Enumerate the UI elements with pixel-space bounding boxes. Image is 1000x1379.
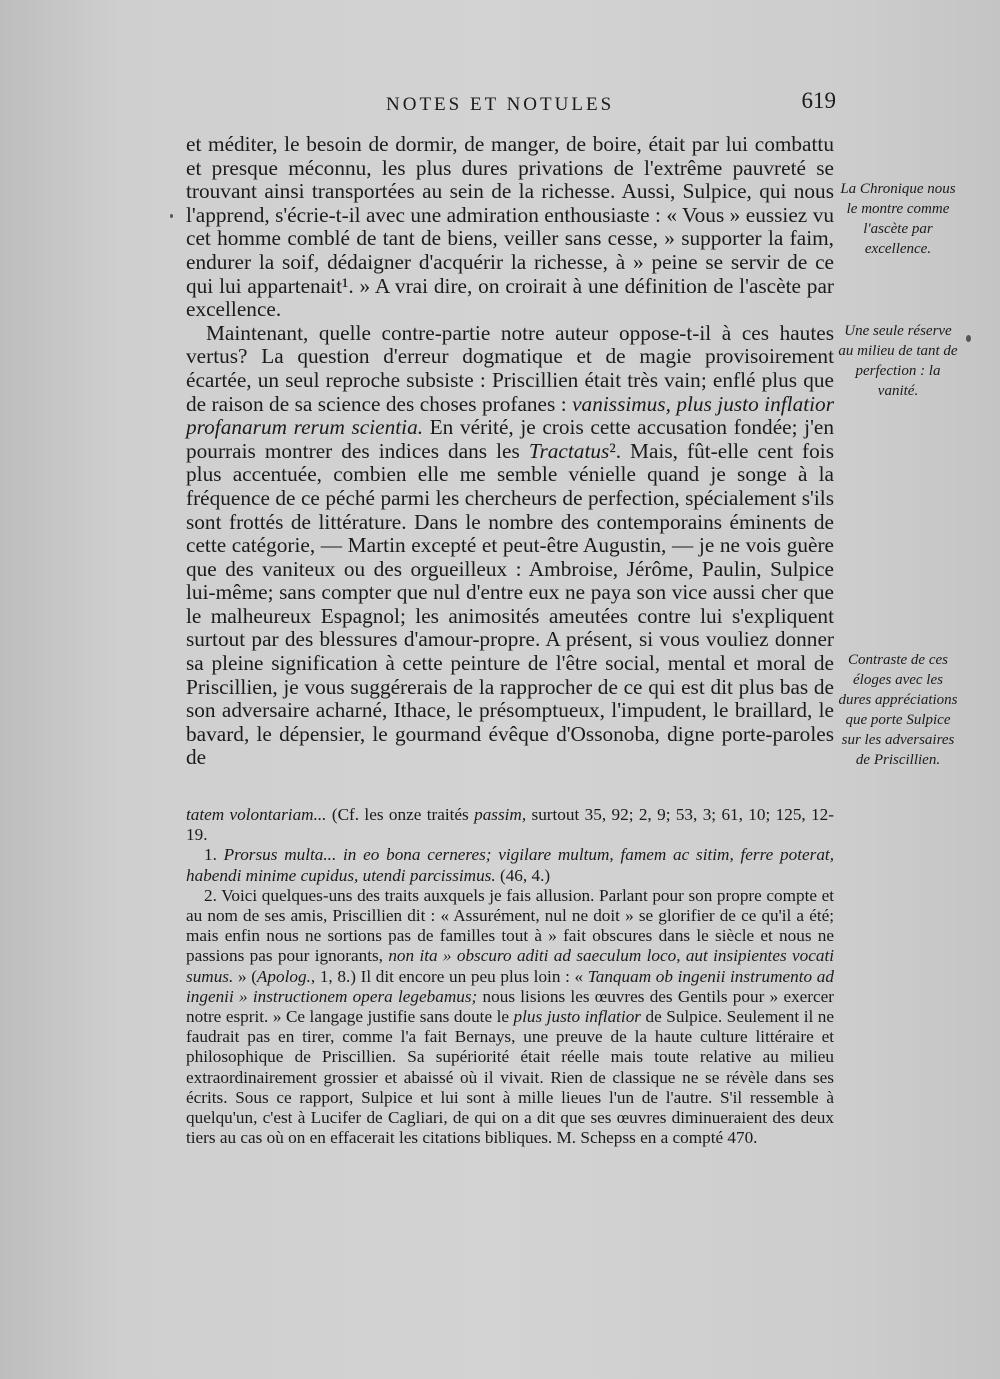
paragraph-2-text-b: En vérité, je crois cette accusation fondée; j'en pourrais montrer des indices dans les: [186, 415, 835, 463]
paragraph-2-text-a: Maintenant, quelle contre-partie notre auteur oppose-t-il à ces hautes vertus? La question d'erreur dogmatique et de magie provisoirement écartée, un seul reproche subsiste : Priscillien était très vain; enflé plus que de raison de sa science des choses profanes :: [186, 320, 834, 416]
page-header: [186, 88, 836, 124]
footnote-2-text-e: de Sulpice. Seulement il ne faudrait pas en tirer, comme l'a fait Bernays, une preuve de la haute culture littéraire et philosophique de Priscillien. Sa supériorité était réelle mais toute relative au milieu extraordinairement grossier et abaissé où il vivait. Rien de classique ne se révèle dans ses écrits. Sous ce rapport, Sulpice et lui sont à mille lieues l'un de l'autre. S'il ressemble à quelqu'un, c'est à Lucifer de Cagliari, de qui on a dit que ses œuvres diminueraient des deux tiers au cas où on en effacerait les citations bibliques. M. Schepss en a compté 470.: [186, 1007, 834, 1148]
paragraph-1: et méditer, le besoin de dormir, de manger, de boire, était par lui combattu et presque méconnu, les plus dures privations de l'extrême pauvreté se trouvant ainsi transportées au sein de la richesse. Aussi, Sulpice, qui nous l'apprend, s'écrie-t-il avec une admiration enthousiaste : « Vous » eussiez vu cet homme comblé de tant de biens, veiller sans cesse, » supporter la faim, endurer la soif, dédaigner d'acquérir la richesse, à » peine se servir de ce qui lui appartenait¹. » A vrai dire, on croirait à une définition de l'ascète par excellence.: [186, 132, 834, 322]
footnote-2-text-d: nous lisions les œuvres des Gentils pour » exercer notre esprit. » Ce langage justifie sans doute le: [186, 986, 834, 1027]
footnote-2-apolog: Apolog.: [256, 966, 311, 986]
footnote-2: [186, 886, 834, 1149]
page-number: 619: [801, 88, 836, 113]
paragraph-2: [186, 322, 834, 770]
running-title: NOTES ET NOTULES: [386, 94, 615, 115]
footnote-2-latin-2: Tanquam ob ingenii instrumento ad ingenii » instructionem opera legebamus;: [186, 966, 834, 1006]
footnote-2-text-b: » (: [233, 966, 257, 986]
footnote-continuation-text: (Cf. les onze traités: [326, 805, 475, 824]
footnote-1-ref: (46, 4.): [495, 865, 551, 885]
footnote-1-number: 1.: [204, 845, 217, 865]
footnote-2-text-a: 2. Voici quelques-uns des traits auxquels je fais allusion. Parlant pour son propre compte et au nom de ses amis, Priscillien dit : « Assurément, nul ne doit » se glorifier de ce qu'il a été; mais enfin nous ne sortions pas de familles tout à » fait obscures dans le siècle et nous ne passions pas pour ignorants,: [186, 885, 834, 966]
margin-note-reserve: Une seule réserve au milieu de tant de perfection : la vanité.: [838, 323, 958, 399]
footnote-1: [186, 845, 834, 885]
margin-note-contraste: Contraste de ces éloges avec les dures appréciations que porte Sulpice sur les adversaires de Priscillien.: [838, 652, 958, 768]
tractatus-title: Tractatus: [528, 438, 610, 463]
footnote-continuation-refs: surtout 35, 92; 2, 9; 53, 3; 61, 10; 125, 12-19.: [186, 805, 834, 845]
footnote-continuation-latin: tatem volontariam...: [186, 805, 327, 824]
footnote-continuation: [186, 805, 834, 845]
ink-speck: [170, 214, 173, 218]
footnote-passim: passim,: [474, 805, 527, 824]
footnotes: [186, 805, 834, 1148]
footnote-2-text-c: , 1, 8.) Il dit encore un peu plus loin : «: [310, 966, 588, 986]
main-text: [186, 133, 834, 770]
latin-quote-vanissimus: vanissimus, plus justo inflatior profanarum rerum scientia.: [186, 391, 834, 440]
ink-speck: [966, 335, 971, 342]
footnote-1-latin: Prorsus multa... in eo bona cerneres; vigilare multum, famem ac sitim, ferre poterat, habendi minime cupidus, utendi parcissimus.: [186, 845, 834, 885]
footnote-2-latin-1: non ita » obscuro aditi ad saeculum loco, aut insipientes vocati sumus.: [186, 946, 834, 986]
margin-note-chronique: La Chronique nous le montre comme l'ascète par excellence.: [840, 181, 956, 257]
paragraph-2-text-c: ². Mais, fût-elle cent fois plus accentuée, combien elle me semble vénielle quand je songe à la fréquence de ce péché parmi les chercheurs de perfection, spécialement s'ils sont frottés de littérature. Dans le nombre des contemporains éminents de cette catégorie, — Martin excepté et peut-être Augustin, — je ne vois guère que des vaniteux ou des orgueilleux : Ambroise, Jérôme, Paulin, Sulpice lui-même; sans compter que nul d'entre eux ne paya son vice aussi cher que le malheureux Espagnol; les animosités ameutées contre lui s'expliquent surtout par des blessures d'amour-propre. A présent, si vous vouliez donner sa pleine signification à cette peinture de l'être social, mental et moral de Priscillien, je vous suggérerais de la rapprocher de ce qui est dit plus bas de son adversaire acharné, Ithace, le présomptueux, l'impudent, le braillard, le bavard, le dépensier, le gourmand évêque d'Ossonoba, digne porte-paroles de: [186, 438, 834, 770]
footnote-2-latin-3: plus justo inflatior: [513, 1007, 641, 1027]
